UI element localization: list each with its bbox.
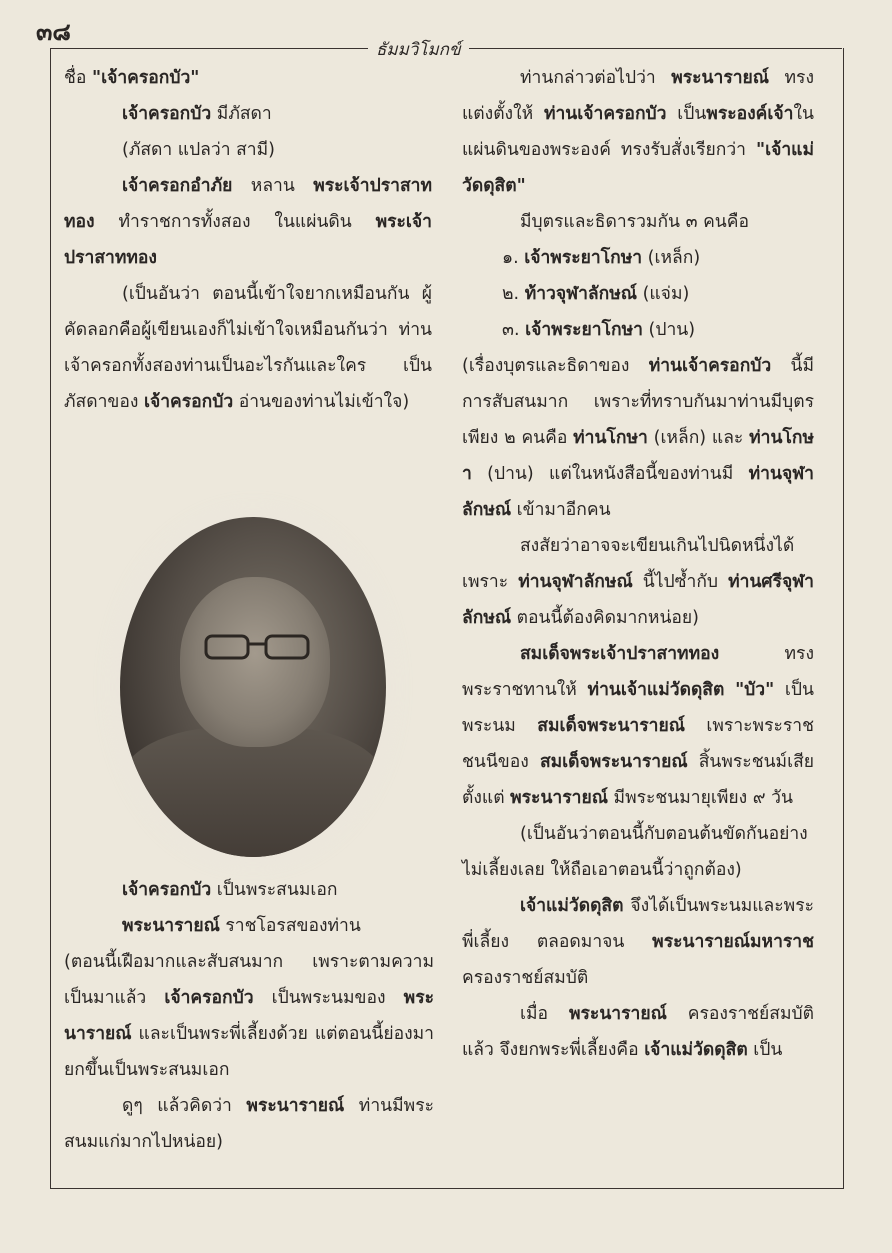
- paragraph: มีบุตรและธิดารวมกัน ๓ คนคือ: [520, 212, 749, 232]
- text: (ปาน): [642, 320, 696, 340]
- text: (ปาน) แต่ในหนังสือนี้ของท่านมี: [471, 464, 749, 484]
- text: (เรื่องบุตรและธิดาของ: [462, 356, 649, 376]
- text: ทำราชการทั้งสอง ในแผ่นดิน: [94, 212, 376, 232]
- bold-text: สมเด็จพระเจ้าปราสาททอง: [520, 644, 720, 664]
- text: ครองราชย์สมบัติแล้ว จึงยกพระพี่เลี้ยงคือ: [462, 1004, 814, 1060]
- bold-text: เจ้าครอกบัว: [122, 880, 212, 900]
- bold-text: พระนารายณ์: [568, 1004, 667, 1024]
- bold-text: เจ้าพระยาโกษา: [524, 248, 643, 268]
- list-item: [462, 312, 814, 348]
- paragraph: [462, 528, 814, 636]
- bold-text: ท่านเจ้าแม่วัดดุสิต: [587, 680, 725, 700]
- bold-text: พระนารายณ์: [671, 68, 770, 88]
- paragraph: [462, 60, 814, 204]
- bold-text: ท่านเจ้าครอกบัว: [648, 356, 772, 376]
- text: มีพระชนมายุเพียง ๙ วัน: [607, 788, 793, 808]
- glasses-icon: [204, 632, 310, 662]
- name-value: "เจ้าครอกบัว": [91, 68, 200, 88]
- bold-text: ท่านเจ้าครอกบัว: [543, 104, 667, 124]
- text: หลาน: [232, 176, 314, 196]
- bold-text: เจ้าแม่วัดดุสิต: [520, 896, 624, 916]
- left-column: [64, 60, 432, 420]
- spouse-line: [64, 96, 432, 132]
- list-item: [462, 240, 814, 276]
- bold-text: เจ้าครอกบัว: [122, 104, 212, 124]
- bold-text: เจ้าครอกอำภัย: [122, 176, 233, 196]
- paragraph: [64, 276, 432, 420]
- text: เป็น: [666, 104, 707, 124]
- text: ท่านมีพระสนมแก่มากไปหน่อย): [64, 1096, 434, 1152]
- bold-text: เจ้าครอกบัว: [164, 988, 254, 1008]
- text: เป็นพระสนมเอก: [211, 880, 338, 900]
- bold-text: พระนารายณ์: [64, 988, 434, 1044]
- list-item: [462, 276, 814, 312]
- text: (เป็นอันว่า ตอนนี้เข้าใจยากเหมือนกัน ผู้คัดลอกคือผู้เขียนเองก็ไม่เข้าใจเหมือนกันว่า ท่านเจ้าครอกทั้งสองท่านเป็นอะไรกันและใคร เป็นภัสดาของ: [64, 284, 432, 412]
- text: (ตอนนี้เฝือมากและสับสนมาก เพราะตามความเป็นมาแล้ว: [64, 952, 434, 1008]
- bold-text: พระนารายณ์มหาราช: [652, 932, 814, 952]
- bold-text: พระนารายณ์: [510, 788, 608, 808]
- list-number: ๒.: [502, 284, 520, 304]
- bold-text: ท่านศรีจุฬาลักษณ์: [462, 572, 814, 628]
- paragraph: [462, 996, 814, 1068]
- bold-text: พระเจ้าปราสาททอง: [64, 212, 432, 268]
- paragraph: (เป็นอันว่าตอนนี้กับตอนต้นขัดกันอย่างไม่เลี้ยงเลย ให้ถือเอาตอนนี้ว่าถูกต้อง): [462, 824, 808, 880]
- list-number: ๓.: [502, 320, 520, 340]
- bold-text: ท้าวจุฬาลักษณ์: [524, 284, 638, 304]
- paragraph: [64, 1088, 434, 1160]
- right-column: [462, 60, 814, 1068]
- portrait-photo: [120, 517, 386, 857]
- text: เมื่อ: [520, 1004, 569, 1024]
- bold-text: เจ้าแม่วัดดุสิต: [644, 1040, 748, 1060]
- bold-text: ท่านโกษา: [462, 428, 814, 484]
- bold-text: สมเด็จพระนารายณ์: [539, 752, 688, 772]
- bold-text: เจ้าพระยาโกษา: [525, 320, 643, 340]
- bold-text: เจ้าครอกบัว: [144, 392, 234, 412]
- text: มีภัสดา: [211, 104, 272, 124]
- bold-text: "บัว": [735, 680, 775, 700]
- text: สงสัยว่าอาจจะเขียนเกินไปนิดหนึ่งได้ เพราะ: [462, 536, 795, 592]
- bold-text: ท่านจุฬาลักษณ์: [462, 464, 814, 520]
- list-number: ๑.: [502, 248, 519, 268]
- text: ทรงพระราชทานให้: [462, 644, 814, 700]
- caption-line: [64, 908, 434, 944]
- text: ครองราชย์สมบัติ: [462, 968, 589, 988]
- text: [724, 680, 735, 700]
- text: ท่านกล่าวต่อไปว่า: [520, 68, 672, 88]
- bold-text: ท่านโกษา: [573, 428, 648, 448]
- text: ในแผ่นดินของพระองค์ ทรงรับสั่งเรียกว่า: [462, 104, 814, 160]
- bold-text: พระนารายณ์: [122, 916, 220, 936]
- text: อ่านของท่านไม่เข้าใจ): [233, 392, 410, 412]
- text: เป็นพระนม: [462, 680, 814, 736]
- bold-text: ท่านจุฬาลักษณ์: [518, 572, 633, 592]
- paragraph: [64, 168, 432, 276]
- paragraph: [64, 944, 434, 1088]
- face-shape: [180, 577, 330, 747]
- paragraph: [462, 636, 814, 816]
- text: นี้ไปซ้ำกับ: [632, 572, 729, 592]
- text: ทรงแต่งตั้งให้: [462, 68, 814, 124]
- caption-line: [64, 872, 434, 908]
- paragraph: [462, 888, 814, 996]
- text: ราชโอรสของท่าน: [219, 916, 361, 936]
- paragraph: [462, 348, 814, 528]
- text: สิ้นพระชนม์เสียตั้งแต่: [462, 752, 814, 808]
- bold-text: พระเจ้าปราสาททอง: [64, 176, 432, 232]
- text: เป็นพระนมของ: [253, 988, 404, 1008]
- bold-text: พระนารายณ์: [246, 1096, 345, 1116]
- bold-text: พระองค์เจ้า: [706, 104, 794, 124]
- photo-caption: [64, 872, 434, 1160]
- text: (แจ่ม): [637, 284, 690, 304]
- running-head: ธัมมวิโมกข์: [368, 36, 469, 63]
- portrait-image: [120, 517, 386, 857]
- text: เป็น: [747, 1040, 783, 1060]
- spouse-definition: (ภัสดา แปลว่า สามี): [122, 140, 275, 160]
- name-line: [64, 60, 432, 96]
- text: (เหล็ก) และ: [647, 428, 750, 448]
- text: จึงได้เป็นพระนมและพระพี่เลี้ยง ตลอดมาจน: [462, 896, 814, 952]
- text: (เหล็ก): [642, 248, 701, 268]
- text: เข้ามาอีกคน: [511, 500, 611, 520]
- text: และเป็นพระพี่เลี้ยงด้วย แต่ตอนนี้ย่องมายกขึ้นเป็นพระสนมเอก: [64, 1024, 434, 1080]
- text: ตอนนี้ต้องคิดมากหน่อย): [511, 608, 699, 628]
- bold-text: "เจ้าแม่วัดดุสิต": [462, 140, 814, 196]
- bold-text: สมเด็จพระนารายณ์: [537, 716, 685, 736]
- name-label: ชื่อ: [64, 68, 87, 88]
- text: เพราะพระราชชนนีของ: [462, 716, 814, 772]
- text: นี้มีการสับสนมาก เพราะที่ทราบกันมาท่านมีบุตรเพียง ๒ คนคือ: [462, 356, 814, 448]
- page-number: ๓๘: [36, 18, 71, 46]
- text: ดูๆ แล้วคิดว่า: [122, 1096, 247, 1116]
